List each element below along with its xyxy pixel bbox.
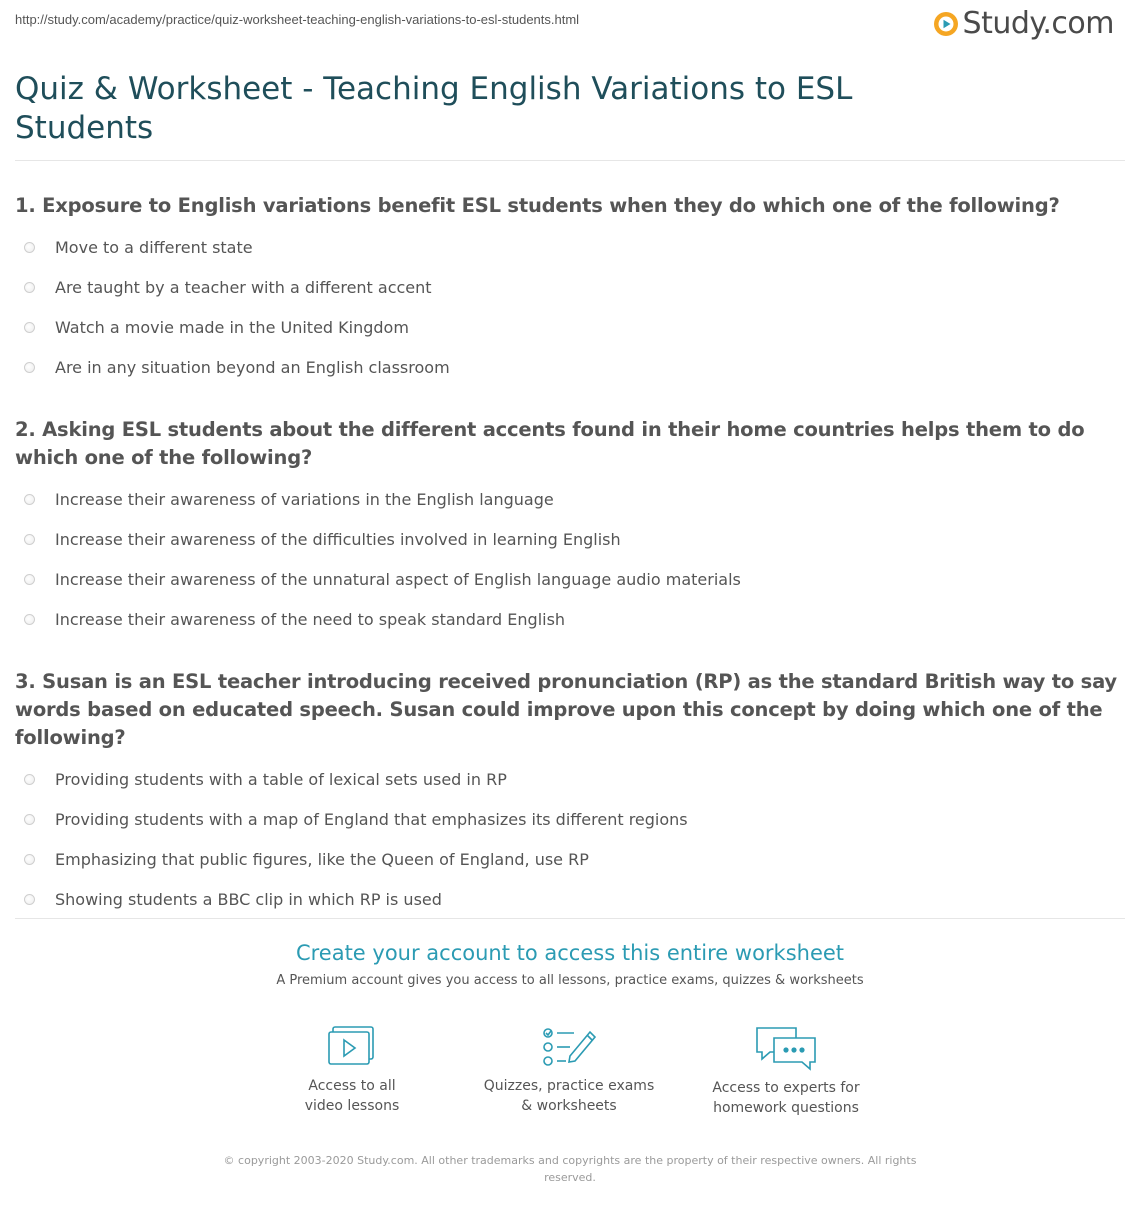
answer-option[interactable] [15,267,1125,307]
radio-button[interactable] [24,614,35,625]
radio-button[interactable] [24,322,35,333]
radio-button[interactable] [24,362,35,373]
page-title: Quiz & Worksheet - Teaching English Variations to ESL Students [15,71,853,146]
answer-option[interactable] [15,347,1125,387]
answer-label: Emphasizing that public figures, like the Queen of England, use RP [55,849,589,869]
question-text: 2. Asking ESL students about the different accents found in their home countries helps them to do which one of the following? [15,418,1085,469]
answer-option[interactable] [15,599,1125,639]
question-text: 1. Exposure to English variations benefit ESL students when they do which one of the following? [15,194,1060,217]
radio-button[interactable] [24,534,35,545]
question-1 [15,192,1125,387]
answer-option[interactable] [15,799,1125,839]
answer-option[interactable] [15,759,1125,799]
answer-label: Increase their awareness of variations in the English language [55,489,554,509]
radio-button[interactable] [24,854,35,865]
question-2 [15,416,1125,639]
answer-option[interactable] [15,519,1125,559]
answer-list [15,759,1125,919]
answer-label: Showing students a BBC clip in which RP is used [55,889,442,909]
answer-option[interactable] [15,839,1125,879]
answer-label: Are in any situation beyond an English classroom [55,357,450,377]
radio-button[interactable] [24,894,35,905]
checklist-pencil-icon [540,1024,598,1070]
feature-line-2: & worksheets [521,1098,617,1114]
feature-line-1: Quizzes, practice exams [483,1078,655,1094]
cta-divider [15,918,1125,919]
radio-button[interactable] [24,574,35,585]
feature-line-2: homework questions [713,1100,859,1116]
answer-option[interactable] [15,307,1125,347]
question-text: 3. Susan is an ESL teacher introducing received pronunciation (RP) as the standard British way to say words based on educated speech. Susan could improve upon this concept by doing which one of the following? [15,670,1117,749]
chat-bubbles-icon [754,1024,818,1072]
question-3 [15,668,1125,919]
study-logo[interactable] [933,6,1114,41]
answer-list [15,479,1125,639]
answer-label: Watch a movie made in the United Kingdom [55,317,409,337]
radio-button[interactable] [24,774,35,785]
answer-label: Providing students with a map of England that emphasizes its different regions [55,809,688,829]
answer-label: Move to a different state [55,237,253,257]
premium-description: A Premium account gives you access to all lessons, practice exams, quizzes & worksheets [276,973,864,988]
answer-option[interactable] [15,879,1125,919]
feature-video-lessons [252,1024,452,1116]
copyright-footer [210,1152,930,1186]
answer-option[interactable] [15,559,1125,599]
radio-button[interactable] [24,282,35,293]
radio-button[interactable] [24,494,35,505]
header-divider [15,160,1125,161]
video-lessons-icon [325,1024,379,1070]
create-account-link[interactable]: Create your account to access this entire worksheet [295,941,845,965]
brand-name: Study.com [962,6,1114,41]
copyright-line-1: © copyright 2003-2020 Study.com. All other trademarks and copyrights are the property of their respective owners. All rights [223,1154,917,1167]
feature-line-1: Access to all [308,1078,396,1094]
answer-label: Are taught by a teacher with a different accent [55,277,432,297]
feature-line-2: video lessons [304,1098,400,1114]
copyright-line-2: reserved. [544,1171,596,1184]
play-circle-logo-icon [933,11,959,37]
answer-option[interactable] [15,479,1125,519]
answer-label: Increase their awareness of the difficulties involved in learning English [55,529,621,549]
radio-button[interactable] [24,242,35,253]
feature-line-1: Access to experts for [712,1080,860,1096]
feature-experts [686,1024,886,1118]
url-bar[interactable]: http://study.com/academy/practice/quiz-worksheet-teaching-english-variations-to-esl-students.html [15,12,580,27]
answer-label: Providing students with a table of lexical sets used in RP [55,769,507,789]
answer-label: Increase their awareness of the need to speak standard English [55,609,566,629]
radio-button[interactable] [24,814,35,825]
answer-option[interactable] [15,227,1125,267]
answer-list [15,227,1125,387]
answer-label: Increase their awareness of the unnatural aspect of English language audio materials [55,569,741,589]
feature-quizzes [469,1024,669,1116]
